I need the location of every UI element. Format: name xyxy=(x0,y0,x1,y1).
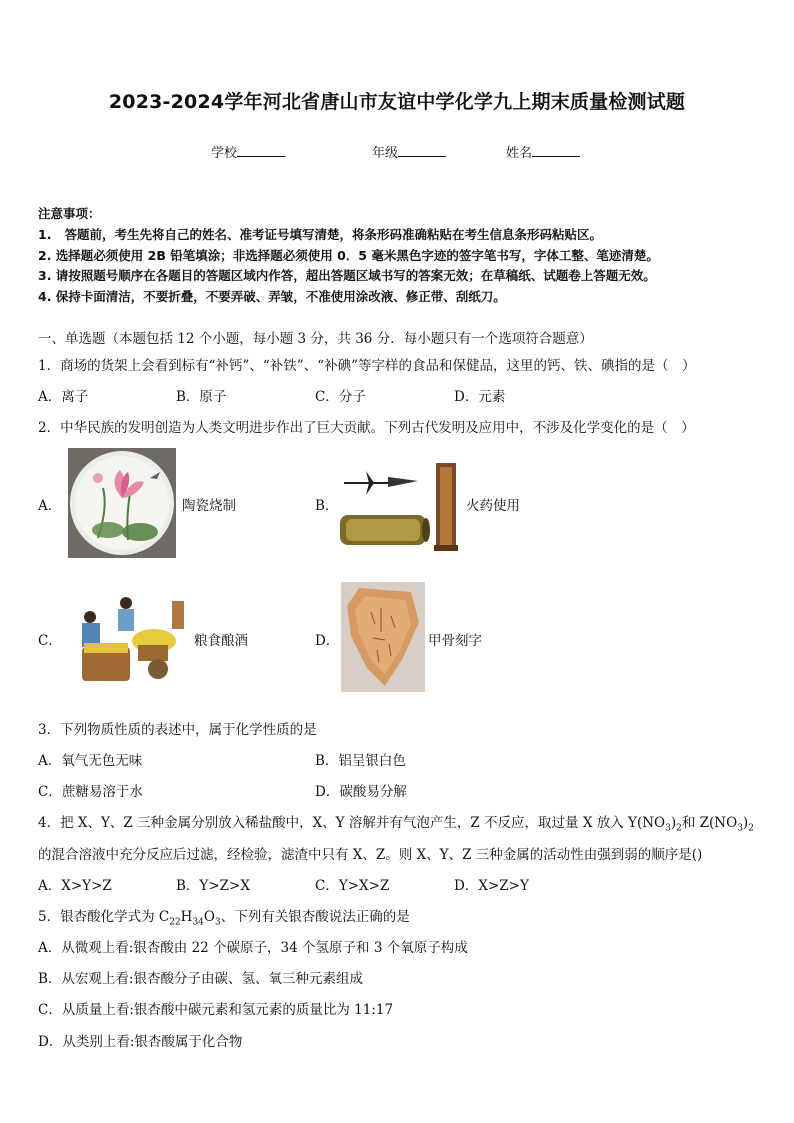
brewing-image xyxy=(68,589,188,693)
q4-option-c[interactable]: C．Y>X>Z xyxy=(315,878,390,894)
q2-stem: 2．中华民族的发明创造为人类文明进步作出了巨大贡献。下列古代发明及应用中，不涉及化学变化的是（ ） xyxy=(38,420,695,436)
q3-stem: 3．下列物质性质的表述中，属于化学性质的是 xyxy=(38,722,317,738)
q2-option-b-text: 火药使用 xyxy=(466,498,520,514)
q4-option-a[interactable]: A．X>Y>Z xyxy=(38,878,112,894)
q2-option-c-text: 粮食酿酒 xyxy=(194,633,248,649)
q2-option-d-label[interactable]: D． xyxy=(315,633,340,649)
q1-stem: 1．商场的货架上会看到标有“补钙”、“补铁”、“补碘”等字样的食品和保健品，这里的钙、铁、碘指的是（ ） xyxy=(38,358,696,374)
grade-field[interactable] xyxy=(372,142,446,161)
q1-option-d[interactable]: D．元素 xyxy=(454,389,506,405)
q5-option-d[interactable]: D．从类别上看:银杏酸属于化合物 xyxy=(38,1034,243,1050)
q3-option-a[interactable]: A．氧气无色无味 xyxy=(38,753,143,769)
q2-option-b-label[interactable]: B． xyxy=(315,498,339,514)
q2-option-d-text: 甲骨刻字 xyxy=(428,633,482,649)
q3-option-b[interactable]: B．铝呈银白色 xyxy=(315,753,406,769)
q4-stem: 4．把 X、Y、Z 三种金属分别放入稀盐酸中，X、Y 溶解并有气泡产生，Z 不反应，取过量 X 放入 $Y(NO_3)_2$和 $Z(NO_3)_2$ xyxy=(38,815,754,834)
q5-stem: 5．银杏酸化学式为 $C_{22}H_{34}O_3$、下列有关银杏酸说法正确的是 xyxy=(38,909,410,928)
school-label: 学校 xyxy=(211,146,238,161)
name-field[interactable] xyxy=(506,142,580,161)
porcelain-plate-image xyxy=(68,448,176,558)
school-field[interactable] xyxy=(211,142,285,161)
q4-stem-line2: 的混合溶液中充分反应后过滤，经检验，滤渣中只有 X、Z。则 X、Y、Z 三种金属的活动性由强到弱的顺序是() xyxy=(38,847,703,863)
name-label: 姓名 xyxy=(506,146,533,161)
grade-label: 年级 xyxy=(372,146,399,161)
q3-option-d[interactable]: D．碳酸易分解 xyxy=(315,784,407,800)
q4-option-d[interactable]: D．X>Z>Y xyxy=(454,878,529,894)
gunpowder-image xyxy=(338,461,462,557)
section-heading: 一、单选题（本题包括 12 个小题，每小题 3 分，共 36 分．每小题只有一个选项符合题意） xyxy=(38,331,593,347)
q1-option-b[interactable]: B．原子 xyxy=(176,389,227,405)
q3-option-c[interactable]: C．蔗糖易溶于水 xyxy=(38,784,143,800)
q4-option-b[interactable]: B．Y>Z>X xyxy=(176,878,250,894)
notice-item-2: 2. 选择题必须使用 2B 铅笔填涂；非选择题必须使用 0．5 毫米黑色字迹的签字笔书写，字体工整、笔迹清楚。 xyxy=(38,248,659,263)
notice-item-4: 4. 保持卡面清洁，不要折叠，不要弄破、弄皱，不准使用涂改液、修正带、刮纸刀。 xyxy=(38,289,506,304)
q5-option-a[interactable]: A．从微观上看:银杏酸由 22 个碳原子，34 个氢原子和 3 个氧原子构成 xyxy=(38,940,468,956)
oracle-bone-image xyxy=(341,582,425,692)
q1-option-c[interactable]: C．分子 xyxy=(315,389,366,405)
q2-option-c-label[interactable]: C． xyxy=(38,633,62,649)
notice-heading: 注意事项： xyxy=(38,206,101,221)
page-title: 2023-2024学年河北省唐山市友谊中学化学九上期末质量检测试题 xyxy=(108,91,686,113)
q2-option-a-text: 陶瓷烧制 xyxy=(182,498,236,514)
q2-option-a-label[interactable]: A． xyxy=(38,498,62,514)
q5-option-b[interactable]: B．从宏观上看:银杏酸分子由碳、氢、氧三种元素组成 xyxy=(38,971,363,987)
q1-option-a[interactable]: A．离子 xyxy=(38,389,89,405)
notice-item-1: 1. 答题前，考生先将自己的姓名、准考证号填写清楚，将条形码准确粘贴在考生信息条形码粘贴区。 xyxy=(38,227,603,242)
notice-item-3: 3. 请按照题号顺序在各题目的答题区域内作答，超出答题区域书写的答案无效；在草稿纸、试题卷上答题无效。 xyxy=(38,268,656,283)
q5-option-c[interactable]: C．从质量上看:银杏酸中碳元素和氢元素的质量比为 11:17 xyxy=(38,1002,394,1018)
